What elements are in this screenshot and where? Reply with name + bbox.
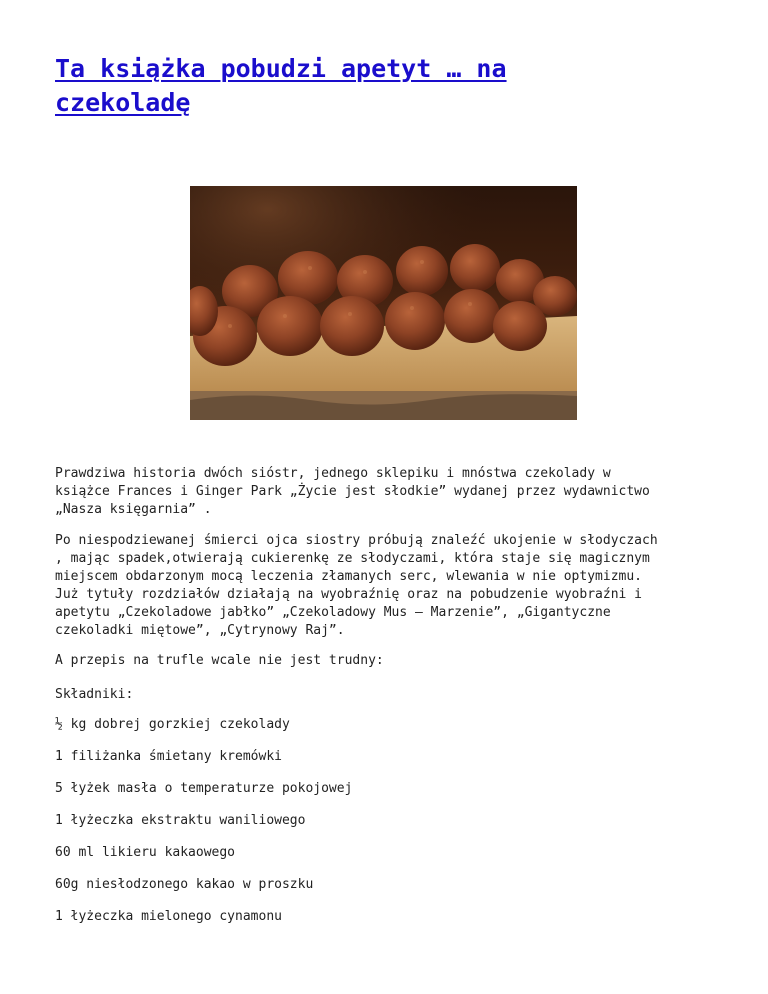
- ingredient-item: 1 łyżeczka mielonego cynamonu: [55, 909, 282, 924]
- story-line-5: apetytu „Czekoladowe jabłko” „Czekoladowy Mus – Marzenie”, „Gigantyczne: [55, 605, 611, 620]
- story-line-2: , mając spadek,otwierają cukierenkę ze słodyczami, która staje się magicznym: [55, 551, 650, 566]
- story-line-6: czekoladki miętowe”, „Cytrynowy Raj”.: [55, 623, 345, 638]
- story-line-4: Już tytuły rozdziałów działają na wyobraźnię oraz na pobudzenie wyobraźni i: [55, 587, 642, 602]
- truffles-photo: [190, 186, 577, 420]
- ingredient-item: ½ kg dobrej gorzkiej czekolady: [55, 717, 290, 732]
- intro-paragraph: [55, 465, 725, 519]
- story-paragraph: [55, 532, 725, 640]
- ingredient-item: 1 łyżeczka ekstraktu waniliowego: [55, 813, 306, 828]
- recipe-intro: A przepis na trufle wcale nie jest trudny:: [55, 653, 384, 668]
- intro-line-3: „Nasza księgarnia” .: [55, 502, 212, 517]
- ingredient-item: 60g niesłodzonego kakao w proszku: [55, 877, 314, 892]
- ingredient-item: 60 ml likieru kakaowego: [55, 845, 236, 860]
- title-line-1[interactable]: Ta książka pobudzi apetyt … na: [55, 54, 507, 83]
- article-title-link[interactable]: [55, 52, 675, 120]
- title-line-2[interactable]: czekoladę: [55, 88, 191, 117]
- truffles-illustration: [190, 186, 577, 420]
- story-line-1: Po niespodziewanej śmierci ojca siostry próbują znaleźć ukojenie w słodyczach: [55, 533, 658, 548]
- intro-line-2: książce Frances i Ginger Park „Życie jest słodkie” wydanej przez wydawnictwo: [55, 484, 650, 499]
- story-line-3: miejscem obdarzonym mocą leczenia złamanych serc, wlewania w nie optymizmu.: [55, 569, 642, 584]
- ingredient-item: 1 filiżanka śmietany kremówki: [55, 749, 282, 764]
- ingredient-item: 5 łyżek masła o temperaturze pokojowej: [55, 781, 353, 796]
- ingredients-heading: Składniki:: [55, 687, 134, 702]
- intro-line-1: Prawdziwa historia dwóch sióstr, jednego sklepiku i mnóstwa czekolady w: [55, 466, 611, 481]
